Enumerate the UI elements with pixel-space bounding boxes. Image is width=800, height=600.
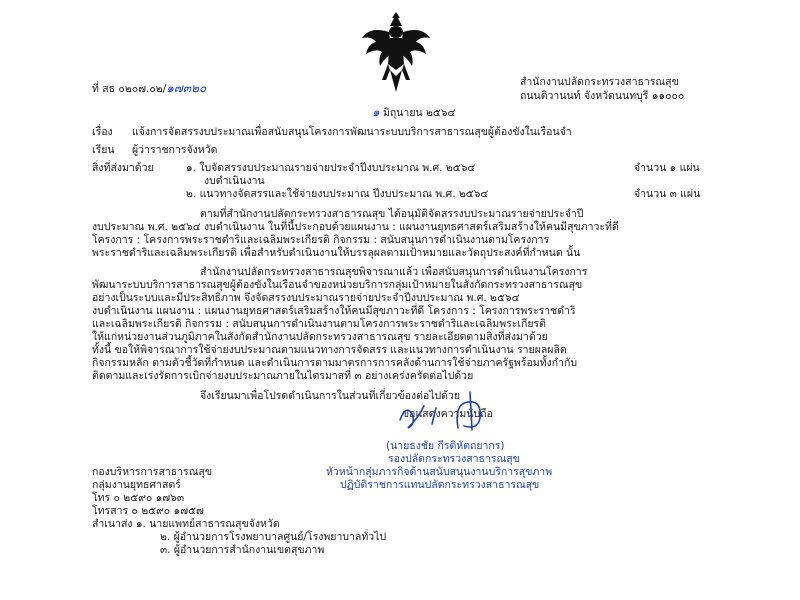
signatory-name: (นายธงชัย กีรติหัตถยากร): [386, 440, 505, 452]
date-day-handwritten: ๑: [372, 105, 380, 119]
recipient-label: เรียน: [92, 144, 115, 156]
document-date: ๑ มิถุนายน ๒๕๖๔: [372, 105, 456, 119]
para2-line: ติดตามและเร่งรัดการเบิกจ่ายงบประมาณภายในไตรมาสที่ ๓ อย่างเคร่งครัดต่อไปด้วย: [92, 370, 474, 382]
office-name: สำนักงานปลัดกระทรวงสาธารณสุข: [520, 76, 679, 88]
para1-line: ตามที่สำนักงานปลัดกระทรวงสาธารณสุข ได้อนุมัติจัดสรรงบประมาณรายจ่ายประจำปี: [200, 208, 584, 220]
enclosure-item-2: ๒. แนวทางจัดสรรและใช้จ่ายงบประมาณ ปีงบประมาณ พ.ศ. ๒๕๖๔: [186, 188, 489, 200]
signatory-position: หัวหน้ากลุ่มภารกิจด้านสนับสนุนงานบริการสุขภาพ: [326, 466, 553, 478]
handwritten-signature: [388, 384, 538, 436]
enclosure-item-2-qty: จำนวน ๓ แผ่น: [634, 188, 701, 200]
para2-line: ทั้งนี้ ขอให้พิจารณาการใช้จ่ายงบประมาณตามแนวทางการจัดสรร และแนวทางการดำเนินงาน รายผลผลิต: [92, 344, 567, 356]
footer-phone: โทร ๐ ๒๕๙๐ ๑๗๖๓: [92, 492, 184, 504]
footer-fax: โทรสาร ๐ ๒๕๙๐ ๑๗๕๗: [92, 505, 204, 517]
para2-line: พัฒนาระบบบริการสาธารณสุขผู้ต้องขังในเรือนจำของหน่วยบริการกลุ่มเป้าหมายในสังกัดกระทรวงสาธารณสุข: [92, 279, 583, 291]
cc-item: ๓. ผู้อำนวยการสำนักงานเขตสุขภาพ: [160, 544, 325, 556]
cc-item: สำเนาส่ง ๑. นายแพทย์สาธารณสุขจังหวัด: [92, 518, 280, 530]
enclosures-label: สิ่งที่ส่งมาด้วย: [92, 162, 154, 174]
document-number-handwritten: ๑๗๓๒๐: [166, 81, 207, 95]
para3: จึงเรียนมาเพื่อโปรดดำเนินการในส่วนที่เกี่ยวข้องต่อไปด้วย: [200, 390, 461, 402]
para1-line: โครงการ : โครงการพระราชดำริและเฉลิมพระเกียรติ กิจกรรม : สนับสนุนการดำเนินงานตามโครงการ: [92, 234, 550, 246]
para2-line: และเฉลิมพระเกียรติ กิจกรรม : สนับสนุนการดำเนินงานตามโครงการพระราชดำริและเฉลิมพระเกียรติ: [92, 318, 546, 330]
enclosure-item-1-qty: จำนวน ๑ แผ่น: [634, 162, 700, 174]
signatory-title: รองปลัดกระทรวงสาธารณสุข: [388, 453, 520, 465]
garuda-emblem-icon: [360, 8, 432, 94]
para2-line: อย่างเป็นระบบและมีประสิทธิภาพ จึงจัดสรรงบประมาณรายจ่ายประจำปีงบประมาณ พ.ศ. ๒๕๖๔: [92, 292, 520, 304]
signatory-acting: ปฏิบัติราชการแทนปลัดกระทรวงสาธารณสุข: [340, 479, 540, 491]
subject-label: เรื่อง: [92, 126, 113, 138]
document-number: ที่ สธ ๐๒๐๗.๐๒/๑๗๓๒๐: [92, 81, 207, 95]
enclosure-item-1: ๑. ใบจัดสรรงบประมาณรายจ่ายประจำปีงบประมาณ พ.ศ. ๒๕๖๔: [186, 162, 476, 174]
closing: ขอแสดงความนับถือ: [402, 408, 493, 420]
subject-text: แจ้งการจัดสรรงบประมาณเพื่อสนับสนุนโครงการพัฒนาระบบบริการสาธารณสุขผู้ต้องขังในเรือนจำ: [132, 126, 572, 138]
para2-line: งบดำเนินงาน แผนงาน : แผนงานยุทธศาสตร์เสริมสร้างให้คนมีสุขภาวะที่ดี โครงการ : โครงการพระราชดำริ: [92, 305, 576, 317]
office-address: ถนนติวานนท์ จังหวัดนนทบุรี ๑๑๐๐๐: [520, 90, 685, 102]
para2-line: สำนักงานปลัดกระทรวงสาธารณสุขพิจารณาแล้ว เพื่อสนับสนุนการดำเนินงานโครงการ: [200, 266, 588, 278]
footer-division: กองบริหารการสาธารณสุข: [92, 466, 213, 478]
para1-line: งบประมาณ พ.ศ. ๒๕๖๔ งบดำเนินงาน ในที่นี้ประกอบด้วยแผนงาน : แผนงานยุทธศาสตร์เสริมสร้างให้คนมีสุขภาวะที่ดี: [92, 221, 619, 233]
enclosure-item-1-cont: งบดำเนินงาน: [204, 175, 265, 187]
para2-line: ให้แก่หน่วยงานส่วนภูมิภาคในสังกัดสำนักงานปลัดกระทรวงสาธารณสุข รายละเอียดตามสิ่งที่ส่งมาด้วย: [92, 331, 548, 343]
recipient-text: ผู้ว่าราชการจังหวัด: [132, 144, 218, 156]
cc-item: ๒. ผู้อำนวยการโรงพยาบาลศูนย์/โรงพยาบาลทั่วไป: [160, 531, 387, 543]
para1-line: พระราชดำริและเฉลิมพระเกียรติ เพื่อสำหรับดำเนินงานให้บรรลุผลตามเป้าหมายและวัตถุประสงค์ที่กำหนด นั้น: [92, 247, 581, 259]
footer-group: กลุ่มงานยุทธศาสตร์: [92, 479, 181, 491]
para2-line: กิจกรรมหลัก ตามตัวชี้วัดที่กำหนด และดำเนินการตามมาตรการการคลังด้านการใช้จ่ายภาครัฐพร้อมทั้งกำกับ: [92, 357, 578, 369]
